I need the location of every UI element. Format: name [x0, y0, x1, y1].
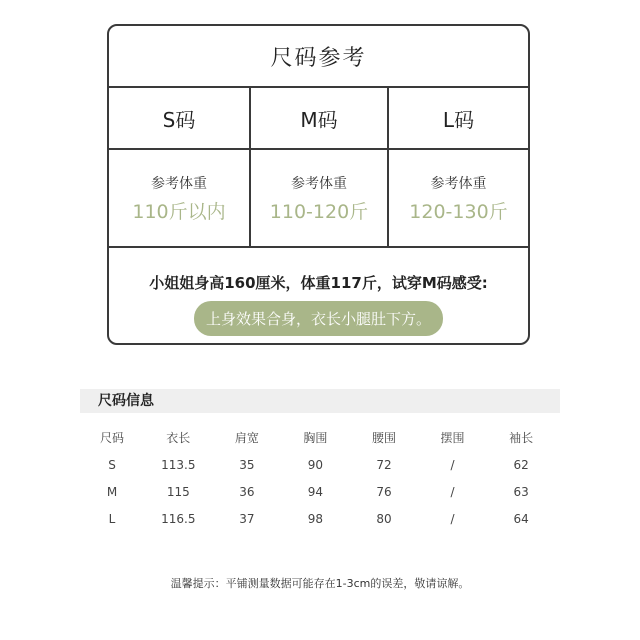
- table-row: [80, 451, 560, 478]
- table-cell: /: [450, 457, 455, 472]
- table-cell: 36: [239, 484, 255, 499]
- column-header: 肩宽: [234, 431, 259, 445]
- table-cell: 37: [239, 511, 255, 526]
- weight-cell-m: [251, 150, 389, 246]
- measurement-tip: 温馨提示：平铺测量数据可能存在1-3cm的误差，敬请谅解。: [170, 577, 470, 590]
- table-header-row: [80, 424, 560, 451]
- table-cell: S: [108, 457, 116, 472]
- size-label-s: S码: [162, 107, 196, 132]
- size-row: [109, 88, 528, 150]
- column-header: 腰围: [371, 431, 396, 445]
- table-cell: 90: [307, 457, 324, 472]
- table-cell: 80: [376, 511, 392, 526]
- fit-note-badge: 上身效果合身，衣长小腿肚下方。: [194, 301, 443, 336]
- column-header: 衣长: [166, 431, 191, 445]
- table-cell: 62: [513, 457, 529, 472]
- column-header: 胸围: [303, 431, 328, 445]
- weight-label-s: 参考体重: [151, 175, 207, 192]
- table-cell: 72: [376, 457, 392, 472]
- table-row: [80, 505, 560, 532]
- size-info-table: [80, 424, 560, 532]
- weight-label-l: 参考体重: [430, 175, 487, 192]
- size-cell-m: [251, 88, 389, 148]
- size-label-l: L码: [442, 107, 475, 132]
- table-cell: 63: [513, 484, 529, 499]
- table-cell: 116.5: [161, 511, 196, 526]
- table-cell: 115: [166, 484, 190, 499]
- weight-value-m: 110-120斤: [269, 200, 369, 223]
- weight-value-l: 120-130斤: [409, 200, 508, 223]
- table-row: [80, 478, 560, 505]
- column-header: 摆围: [440, 431, 465, 445]
- weight-value-s: 110斤以内: [132, 200, 226, 223]
- weight-cell-s: [109, 150, 251, 246]
- size-reference-title: 尺码参考: [109, 26, 528, 88]
- table-cell: 113.5: [161, 457, 196, 472]
- size-reference-card: [107, 24, 530, 345]
- table-cell: L: [108, 511, 116, 526]
- column-header: 尺码: [99, 431, 124, 445]
- size-label-m: M码: [300, 107, 338, 132]
- table-cell: 35: [239, 457, 255, 472]
- column-header: 袖长: [509, 431, 534, 445]
- size-info-heading: 尺码信息: [80, 389, 560, 413]
- table-cell: 76: [376, 484, 392, 499]
- table-cell: M: [106, 484, 118, 499]
- table-cell: 64: [513, 511, 529, 526]
- table-cell: /: [450, 484, 455, 499]
- model-note-section: [109, 248, 528, 343]
- table-cell: 94: [307, 484, 324, 499]
- table-cell: /: [450, 511, 455, 526]
- size-cell-l: [389, 88, 528, 148]
- size-cell-s: [109, 88, 251, 148]
- model-note: 小姐姐身高160厘米，体重117斤，试穿M码感受:: [149, 274, 488, 292]
- table-cell: 98: [307, 511, 324, 526]
- weight-cell-l: [389, 150, 528, 246]
- weight-label-m: 参考体重: [291, 175, 347, 192]
- weight-row: [109, 150, 528, 248]
